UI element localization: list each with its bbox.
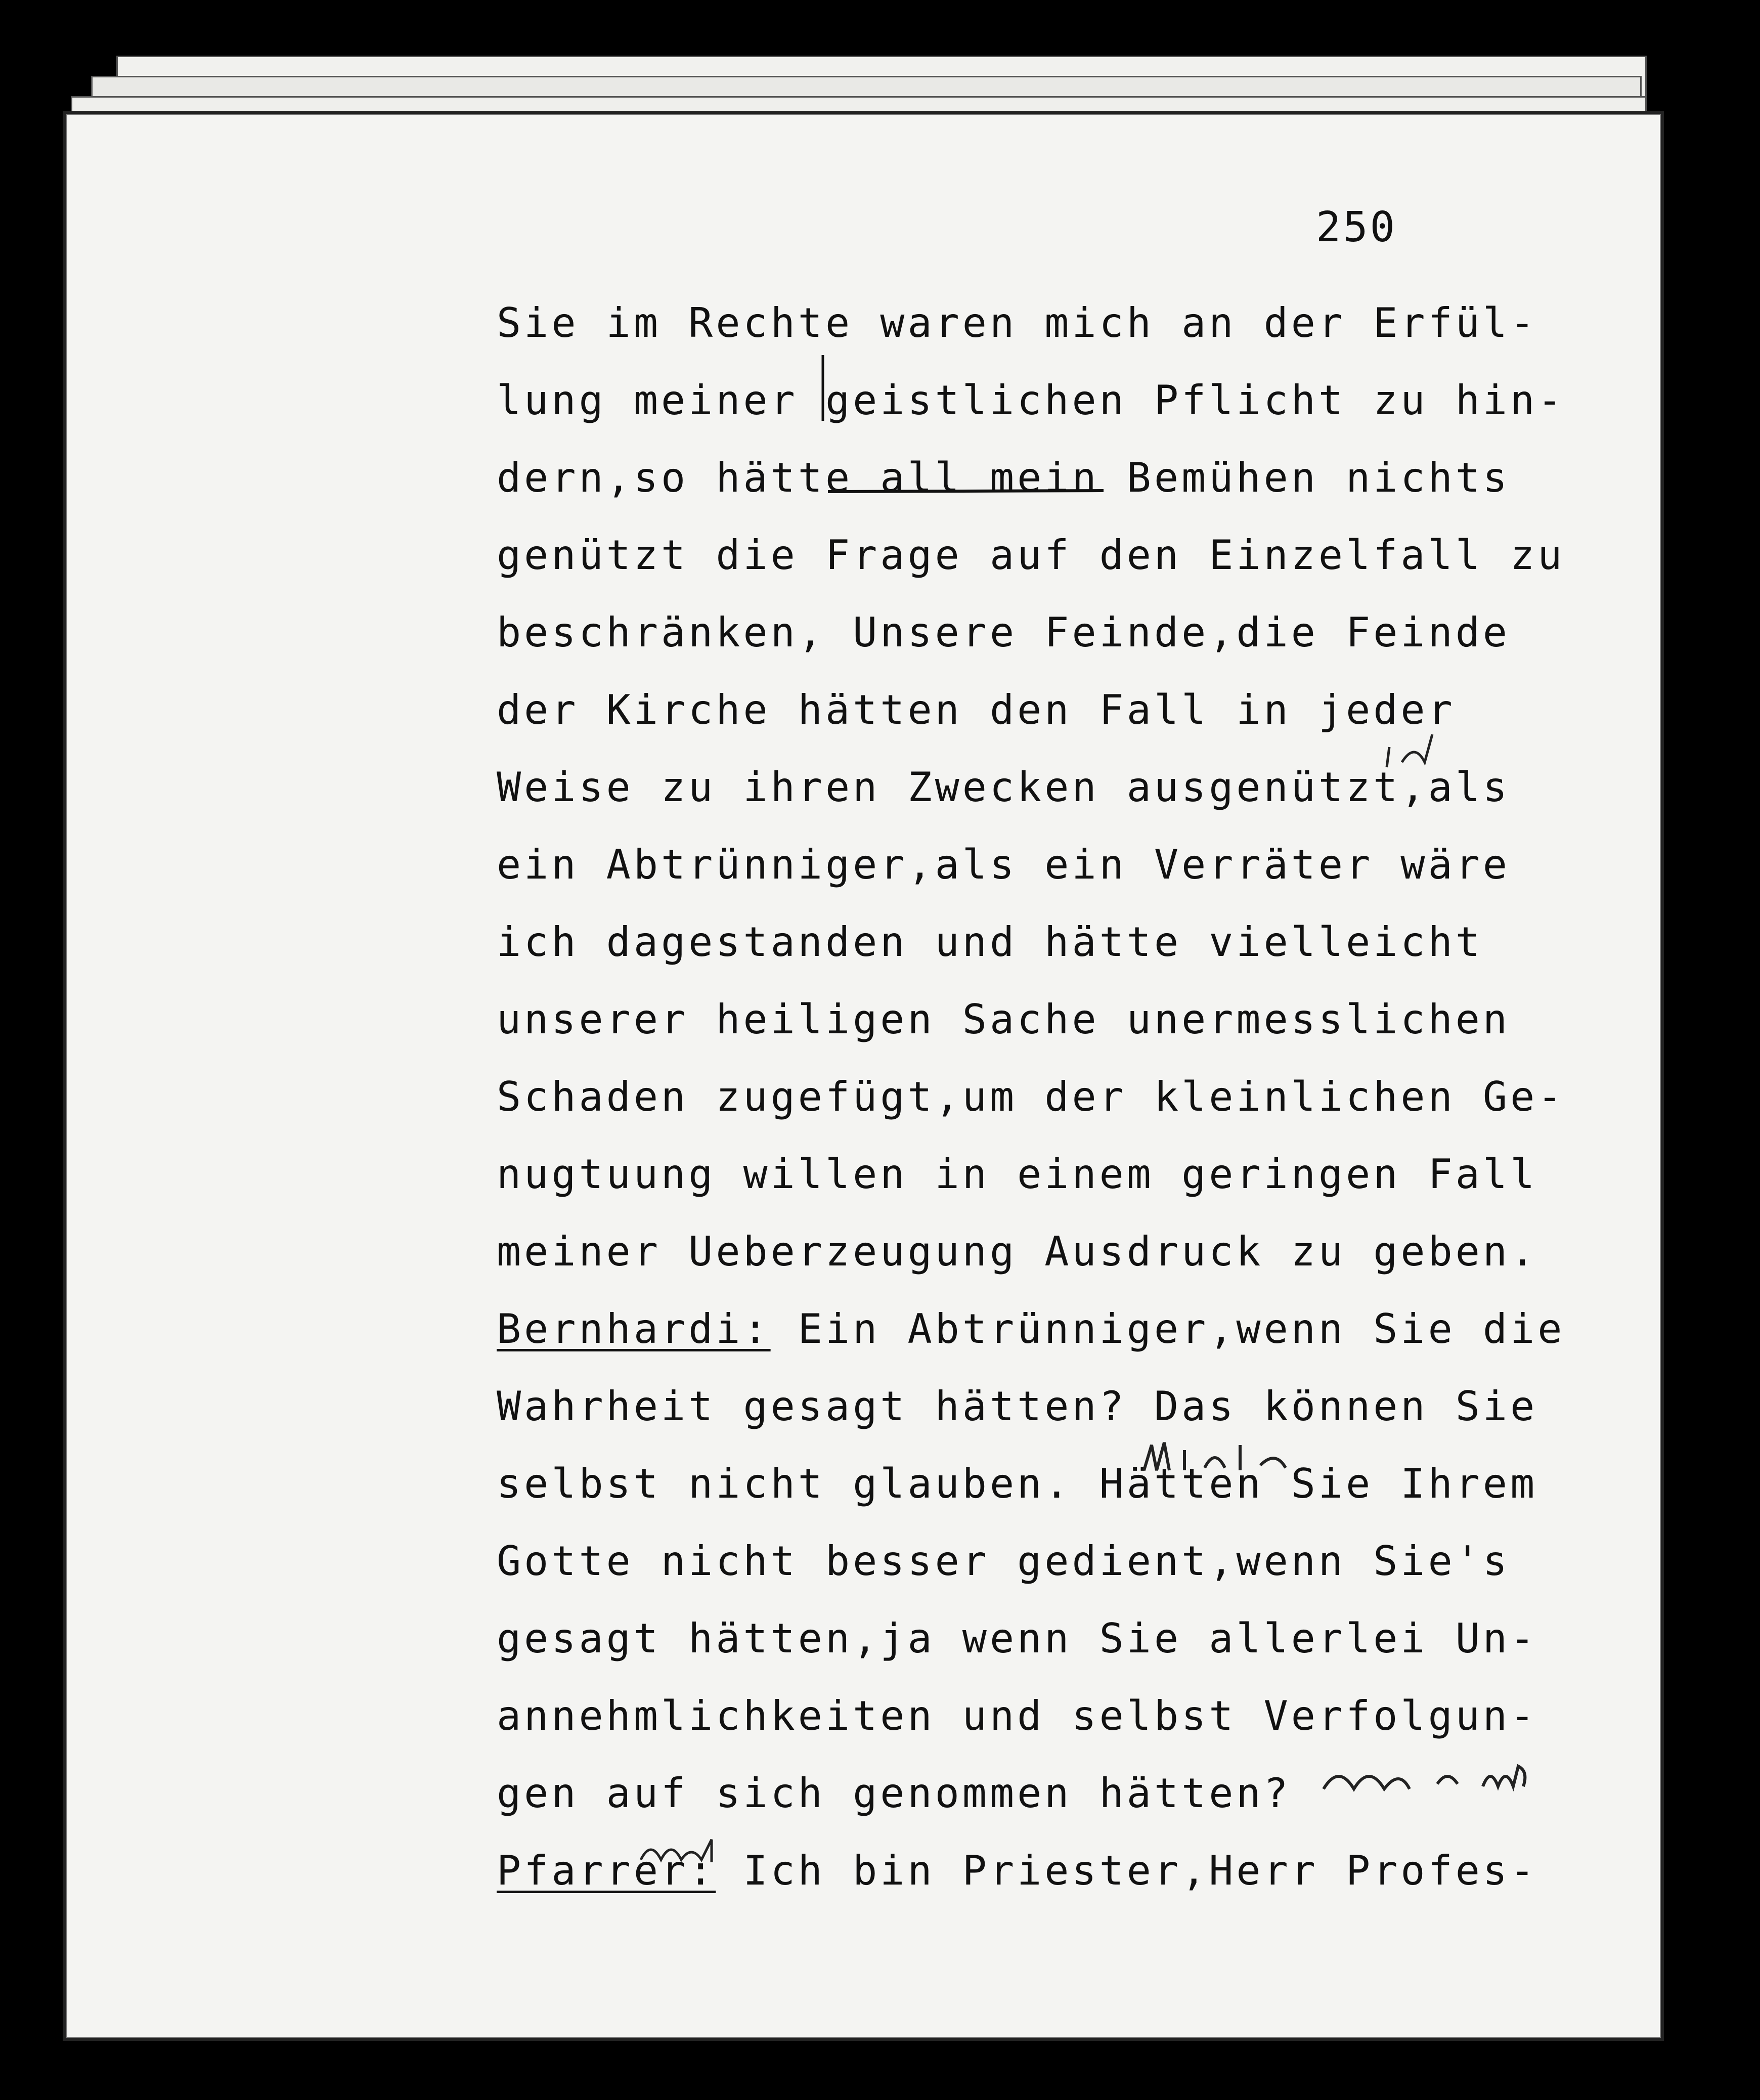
text-line: lung meiner geistlichen Pflicht zu hin- (497, 377, 1565, 424)
dialogue-text: Wahrheit gesagt hätten? Das können Sie (497, 1383, 1538, 1430)
handwritten-strikethrough (825, 482, 1109, 502)
dialogue-text: annehmlichkeiten und selbst Verfolgun- (497, 1692, 1538, 1739)
text-line: dern,so hätte all mein Bemühen nichts (497, 454, 1511, 501)
speaker-name: Bernhardi: (497, 1305, 771, 1352)
text-line: ich dagestanden und hätte vielleicht (497, 918, 1483, 966)
page-number: 250 (1315, 203, 1397, 251)
dialogue-line (497, 1522, 1584, 1600)
dialogue-line (497, 1677, 1584, 1755)
dialogue-text: gen auf sich genommen hätten? (497, 1770, 1291, 1817)
text-line: ein Abtrünniger,als ein Verräter wäre (497, 841, 1511, 888)
dialogue-text: Ein Abtrünniger,wenn Sie die (770, 1305, 1565, 1352)
page-body (497, 284, 1584, 1909)
text-line: genützt die Frage auf den Einzelfall zu (497, 532, 1565, 579)
text-line: Sie im Rechte waren mich an der Erfül- (497, 299, 1538, 346)
typescript-page (66, 114, 1661, 2038)
handwritten-insertion-mark (818, 353, 828, 423)
dialogue-line (497, 1445, 1584, 1522)
handwritten-annotation (1382, 732, 1453, 772)
dialogue-text: Ich bin Priester,Herr Profes- (716, 1847, 1538, 1894)
dialogue-text: gesagt hätten,ja wenn Sie allerlei Un- (497, 1615, 1538, 1662)
dialogue-text: Gotte nicht besser gedient,wenn Sie's (497, 1538, 1511, 1585)
dialogue-line (497, 1600, 1584, 1677)
text-line: nugtuung willen in einem geringen Fall (497, 1151, 1538, 1198)
handwritten-annotation (1321, 1759, 1564, 1804)
text-line: der Kirche hätten den Fall in jeder (497, 686, 1456, 733)
text-line: meiner Ueberzeugung Ausdruck zu geben. (497, 1228, 1538, 1275)
text-line: unserer heiligen Sache unermesslichen (497, 996, 1511, 1043)
text-line: Schaden zugefügt,um der kleinlichen Ge- (497, 1073, 1565, 1120)
dialogue-text: selbst nicht glauben. Hätten Sie Ihrem (497, 1460, 1538, 1507)
text-line: beschränken, Unsere Feinde,die Feinde (497, 609, 1511, 656)
handwritten-annotation (636, 1834, 767, 1870)
dialogue-line (497, 1368, 1584, 1445)
handwritten-annotation (1139, 1435, 1311, 1480)
text-line: Weise zu ihren Zwecken ausgenützt,als (497, 764, 1511, 811)
dialogue-line (497, 1290, 1584, 1368)
speaker-name: Pfarrer: (497, 1847, 716, 1894)
